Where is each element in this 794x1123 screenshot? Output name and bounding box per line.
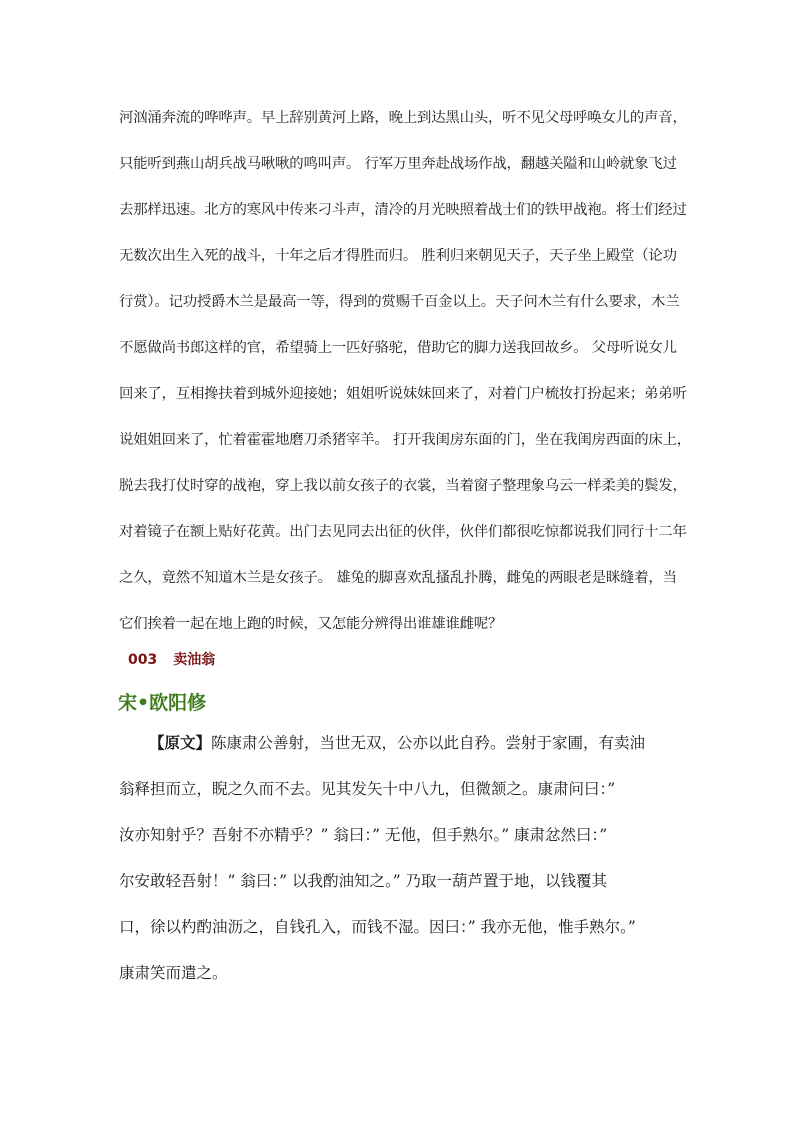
translation-line: 只能听到燕山胡兵战马啾啾的鸣叫声。 行军万里奔赴战场作战，翻越关隘和山岭就象飞过 <box>119 156 677 172</box>
original-line: 尔安敢轻吾射！” 翁曰：” 以我酌油知之。” 乃取一葫芦置于地，以钱覆其 <box>119 872 608 890</box>
original-first-line <box>149 733 721 753</box>
translation-line: 无数次出生入死的战斗，十年之后才得胜而归。 胜利归来朝见天子，天子坐上殿堂（论功 <box>119 248 677 264</box>
translation-line: 脱去我打仗时穿的战袍，穿上我以前女孩子的衣裳，当着窗子整理象乌云一样柔美的鬓发， <box>119 478 687 494</box>
translation-line: 之久，竟然不知道木兰是女孩子。 雄兔的脚喜欢乱搔乱扑腾，雌兔的两眼老是眯缝着，当 <box>119 570 677 586</box>
translation-line: 去那样迅速。北方的寒风中传来刁斗声，清冷的月光映照着战士们的铁甲战袍。将士们经过 <box>119 202 687 218</box>
section-title: 卖油翁 <box>173 652 216 668</box>
translation-line: 河汹涌奔流的哗哗声。早上辞别黄河上路，晚上到达黑山头，听不见父母呼唤女儿的声音， <box>119 110 687 126</box>
section-heading <box>128 649 215 669</box>
translation-line: 说姐姐回来了，忙着霍霍地磨刀杀猪宰羊。 打开我闺房东面的门，坐在我闺房西面的床上， <box>119 432 692 448</box>
translation-line: 回来了，互相搀扶着到城外迎接她；姐姐听说妹妹回来了，对着门户梳妆打扮起来；弟弟听 <box>119 386 687 402</box>
author-line: 宋•欧阳修 <box>118 692 207 714</box>
translation-line: 行赏）。记功授爵木兰是最高一等，得到的赏赐千百金以上。天子问木兰有什么要求，木兰 <box>119 294 680 310</box>
original-line-text: 陈康肃公善射，当世无双，公亦以此自矜。尝射于家圃，有卖油 <box>211 734 646 752</box>
translation-line: 对着镜子在额上贴好花黄。出门去见同去出征的伙伴，伙伴们都很吃惊都说我们同行十二年 <box>119 524 687 540</box>
section-number: 003 <box>128 652 158 668</box>
original-line: 翁释担而立，睨之久而不去。见其发矢十中八九，但微颔之。康肃问曰：” <box>119 780 616 798</box>
original-line: 口，徐以杓酌油沥之，自钱孔入，而钱不湿。因曰：” 我亦无他，惟手熟尔。” <box>119 918 636 936</box>
translation-line: 它们挨着一起在地上跑的时候，又怎能分辨得出谁雄谁雌呢？ <box>119 616 503 632</box>
original-line: 汝亦知射乎？吾射不亦精乎？” 翁曰：” 无他，但手熟尔。” 康肃忿然曰：” <box>119 826 608 844</box>
translation-line: 不愿做尚书郎这样的官，希望骑上一匹好骆驼，借助它的脚力送我回故乡。 父母听说女儿 <box>119 340 677 356</box>
original-line: 康肃笑而遣之。 <box>119 964 228 982</box>
original-text-tag: 【原文】 <box>149 733 212 752</box>
